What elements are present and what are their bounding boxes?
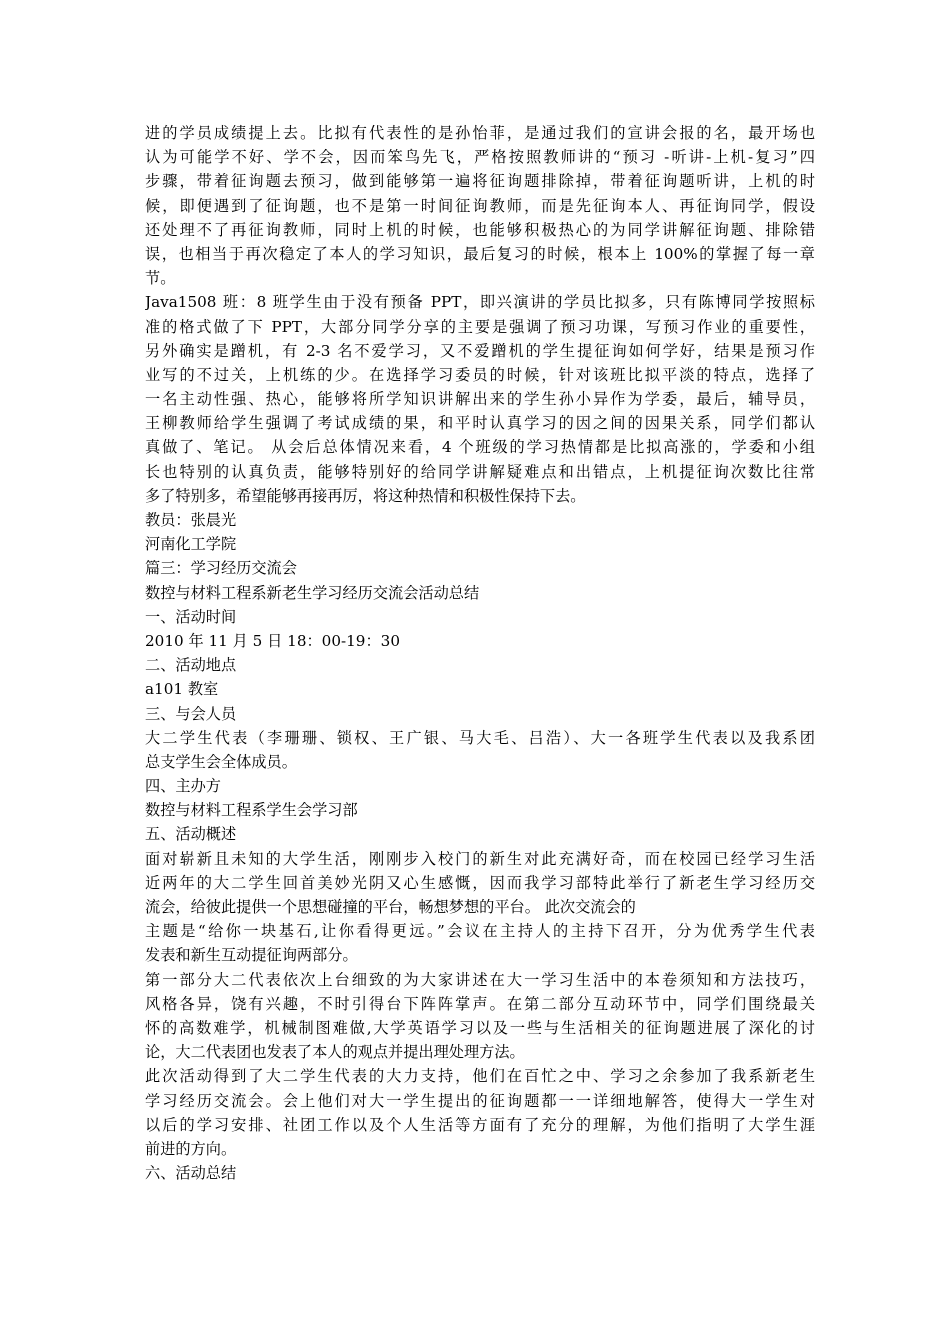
text-line: 五、活动概述 (145, 825, 237, 844)
text-line: 论，大二代表团也发表了本人的观点并提出理处理方法。 (145, 1043, 525, 1062)
text-line: 认为可能学不好、学不会，因而笨鸟先飞，严格按照教师讲的“预习 -听讲-上机-复习”四 (145, 148, 815, 167)
text-line: 第一部分大二代表依次上台细致的为大家讲述在大一学习生活中的本卷须知和方法技巧， (145, 970, 815, 989)
text-line: 误，也相当于再次稳定了本人的学习知识，最后复习的时候，根本上 100%的掌握了每一章 (145, 244, 815, 263)
text-line: 此次活动得到了大二学生代表的大力支持，他们在百忙之中、学习之余参加了我系新老生 (145, 1067, 815, 1086)
text-line: 流会，给彼此提供一个思想碰撞的平台，畅想梦想的平台。 此次交流会的 (145, 898, 636, 916)
text-line: 河南化工学院 (145, 535, 237, 554)
text-line: 以后的学习安排、社团工作以及个人生活等方面有了充分的理解，为他们指明了大学生涯 (145, 1115, 815, 1134)
text-line: 风格各异，饶有兴趣，不时引得台下阵阵掌声。在第二部分互动环节中，同学们围绕最关 (145, 994, 815, 1013)
text-line: 一、活动时间 (145, 607, 237, 626)
text-line: Java1508 班：8 班学生由于没有预备 PPT，即兴演讲的学员比拟多，只有陈博同学按照标 (145, 293, 815, 312)
text-line: 前进的方向。 (145, 1139, 237, 1158)
text-line: 面对崭新且未知的大学生活，刚刚步入校门的新生对此充满好奇，而在校园已经学习生活 (145, 849, 815, 868)
text-line: 候，即便遇到了征询题，也不是第一时间征询教师，而是先征询本人、再征询同学，假设 (145, 196, 815, 215)
text-line: 六、活动总结 (145, 1164, 237, 1183)
text-line: 数控与材料工程系新老生学习经历交流会活动总结 (145, 583, 480, 602)
text-line: 一名主动性强、热心，能够将所学知识讲解出来的学生孙小异作为学委，最后，辅导员， (145, 390, 815, 409)
text-line: 长也特别的认真负责，能够特别好的给同学讲解疑难点和出错点，上机提征询次数比往常 (145, 462, 815, 481)
text-line: 主题是“给你一块基石,让你看得更远。”会议在主持人的主持下召开，分为优秀学生代表 (145, 922, 815, 941)
text-line: 大二学生代表（李珊珊、锁权、王广银、马大毛、吕浩）、大一各班学生代表以及我系团 (145, 728, 815, 747)
text-line: 怀的高数难学，机械制图难做,大学英语学习以及一些与生活相关的征询题进展了深化的讨 (145, 1018, 815, 1037)
text-line: 四、主办方 (145, 777, 221, 796)
text-line: 发表和新生互动提征询两部分。 (145, 946, 358, 965)
text-line: 进的学员成绩提上去。比拟有代表性的是孙怡菲，是通过我们的宣讲会报的名，最开场也 (145, 124, 815, 142)
text-line: a101 教室 (145, 680, 219, 699)
text-line: 学习经历交流会。会上他们对大一学生提出的征询题都一一详细地解答，使得大一学生对 (145, 1091, 815, 1110)
text-line: 王柳教师给学生强调了考试成绩的果，和平时认真学习的因之间的因果关系，同学们都认 (145, 414, 815, 433)
text-line: 节。 (145, 269, 176, 288)
text-line: 总支学生会全体成员。 (145, 752, 297, 771)
document-body (145, 121, 815, 1185)
text-line: 近两年的大二学生回首美妙光阴又心生感慨，因而我学习部特此举行了新老生学习经历交 (145, 873, 815, 892)
text-line: 教员：张晨光 (145, 511, 237, 529)
text-line: 二、活动地点 (145, 656, 237, 675)
text-line: 数控与材料工程系学生会学习部 (145, 801, 358, 820)
text-line: 篇三：学习经历交流会 (145, 559, 297, 578)
text-line: 还处理不了再征询教师，同时上机的时候，也能够积极热心的为同学讲解征询题、排除错 (145, 220, 815, 239)
text-line: 另外确实是蹭机，有 2-3 名不爱学习，又不爱蹭机的学生提征询如何学好，结果是预习作 (145, 341, 815, 360)
text-line: 业写的不过关，上机练的少。在选择学习委员的时候，针对该班比拟平淡的特点，选择了 (145, 365, 815, 384)
text-line: 真做了、笔记。 从会后总体情况来看，4 个班级的学习热情都是比拟高涨的，学委和小组 (145, 438, 815, 457)
text-line: 多了特别多，希望能够再接再厉，将这种热情和积极性保持下去。 (145, 486, 586, 505)
text-line: 三、与会人员 (145, 704, 237, 723)
text-line: 准的格式做了下 PPT，大部分同学分享的主要是强调了预习功课，写预习作业的重要性， (145, 317, 815, 336)
text-line: 2010 年 11 月 5 日 18：00-19：30 (145, 631, 400, 650)
text-line: 步骤，带着征询题去预习，做到能够第一遍将征询题排除掉，带着征询题听讲，上机的时 (145, 172, 815, 191)
